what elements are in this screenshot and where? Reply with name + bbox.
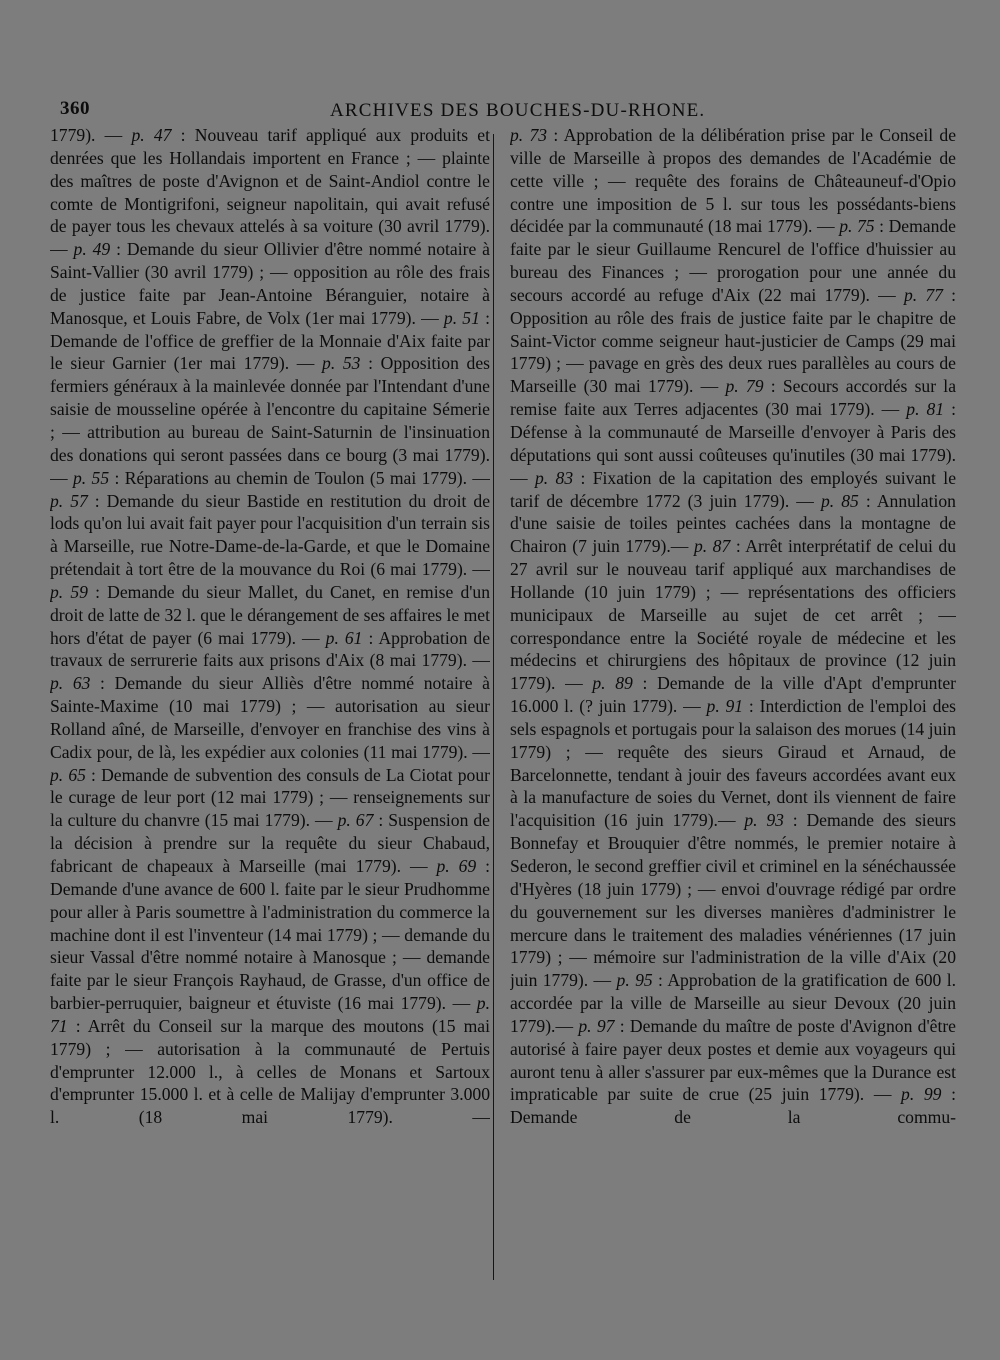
entry-text: : Annulation d'une saisie de toiles peintes cachées dans la montagne de Chairon (7 juin 1779).— — [510, 490, 956, 557]
entry-text: : Demande du maître de poste d'Avignon d'être autorisé à faire payer deux postes et demie aux voyageurs qui auront tenu à aller s'assurer par eux-mêmes que la Durance est impraticable par suite de crue (25 juin 1779). — — [510, 1015, 956, 1105]
left-column-text — [50, 124, 490, 1129]
page-ref: p. 91 — [706, 696, 744, 717]
page-ref: p. 97 — [578, 1015, 615, 1036]
entry-text: : Demande des sieurs Bonnefay et Brouquier d'être nommés, le premier notaire à Sederon, le second greffier civil et criminel en la sénéchaussée d'Hyères (18 juin 1779) ; — envoi d'ouvrage rédigé par ordre du gouvernement sur les diverses manières d'administrer le mercure dans le traitement des maladies vénériennes (17 juin 1779) ; — mémoire sur l'administration de la ville d'Aix (20 juin 1779). — — [510, 810, 956, 991]
entry-text: : Interdiction de l'emploi des sels espagnols et portugais pour la salaison des morues (14 juin 1779) ; — requête des sieurs Giraud et Arnaud, de Barcelonnette, tendant à jouir des faveurs accordées avant eux à la manufacture de soies du Vernet, dont ils viennent de faire l'acquisition (16 juin 1779).— — [510, 696, 956, 831]
right-column-text — [510, 124, 956, 1129]
running-title: ARCHIVES DES BOUCHES-DU-RHONE. — [330, 100, 706, 121]
page-ref: p. 83 — [534, 467, 574, 488]
entry-text: : Demande du sieur Mallet, du Canet, en remise d'un droit de latte de 32 l. que le dérangement de ses affaires le met hors d'état de payer (6 mai 1779). — — [50, 581, 490, 648]
entry-text: : Demande de subvention des consuls de La Ciotat pour le curage de leur port (12 mai 1779) ; — renseignements sur la culture du chanvre (15 mai 1779). — — [50, 764, 490, 831]
entry-text: : Demande de la commu- — [510, 1084, 956, 1128]
entry-text: : Demande de l'office de greffier de la Monnaie d'Aix faite par le sieur Garnier (1er mai 1779). — — [50, 307, 490, 374]
entry-text: : Défense à la communauté de Marseille d'envoyer à Paris des députations qui sont aussi coûteuses qu'inutiles (30 mai 1779). — — [510, 399, 956, 488]
page-ref: p. 61 — [325, 627, 363, 648]
page-ref: p. 51 — [443, 307, 480, 328]
page-ref: p. 55 — [72, 467, 110, 488]
page-ref: p. 99 — [901, 1084, 942, 1105]
left-column — [50, 124, 490, 1296]
page-ref: p. 73 — [510, 125, 548, 145]
page-ref: p. 79 — [725, 376, 764, 397]
page-ref: p. 95 — [616, 970, 653, 991]
page-ref: p. 71 — [50, 993, 490, 1036]
entry-text: : Demande de la ville d'Apt d'emprunter 16.000 l. (? juin 1779). — — [510, 673, 956, 717]
entry-text: : Secours accordés sur la remise faite aux Terres adjacentes (30 mai 1779). — — [510, 376, 956, 420]
entry-text: : Approbation de travaux de serrurerie faits aux prisons d'Aix (8 mai 1779). — — [50, 627, 490, 671]
entry-text: : Demande du sieur Bastide en restitution du droit de lods qu'on lui avait fait payer pour l'acquisition d'un terrain sis à Marseille, rue Notre-Dame-de-la-Garde, et que le Domaine prétendait à tort être de la mouvance du Roi (6 mai 1779). — — [50, 490, 490, 580]
entry-text: : Arrêt du Conseil sur la marque des moutons (15 mai 1779) ; — autorisation à la communauté de Pertuis d'emprunter 12.000 l., à celles de Monans et Sartoux d'emprunter 15.000 l. et à celle de Malijay d'emprunter 3.000 l. (18 mai 1779). — — [50, 1015, 490, 1128]
entry-text: : Opposition au rôle des frais de justice faite par le chapitre de Saint-Victor comme seigneur haut-justicier de Camps (29 mai 1779) ; — pavage en grès des deux rues parallèles au cours de Marseille (30 mai 1779). — — [510, 284, 956, 397]
entry-text: : Nouveau tarif appliqué aux produits et denrées que les Hollandais importent en France ; — plainte des maîtres de poste d'Avignon et de Saint-Andiol contre le comte de Montigrifoni, seigneur napolitain, qui avait refusé de payer tous les chevaux attelés à sa voiture (30 avril 1779).— — [50, 125, 490, 260]
page-ref: p. 59 — [50, 581, 88, 602]
entry-text: : Approbation de la gratification de 600 l. accordée par la ville de Marseille au sieur Devoux (20 juin 1779).— — [510, 970, 956, 1036]
entry-text: : Demande du sieur Ollivier d'être nommé notaire à Saint-Vallier (30 avril 1779) ; — opposition au rôle des frais de justice faite par Jean-Antoine Béranguier, notaire à Manosque, et Louis Fabre, de Volx (1er mai 1779). — — [50, 239, 490, 328]
page-ref: p. 89 — [592, 673, 633, 694]
entry-text: : Réparations au chemin de Toulon (5 mai 1779). — — [109, 467, 490, 488]
page-ref: p. 87 — [693, 536, 731, 557]
page-ref: p. 93 — [744, 810, 784, 831]
right-column — [510, 124, 956, 1296]
page-ref: p. 81 — [906, 399, 945, 420]
page-ref: p. 57 — [50, 490, 88, 511]
page-ref: p. 47 — [131, 125, 172, 145]
entry-text: : Approbation de la délibération prise par le Conseil de ville de Marseille à propos des demandes de l'Académie de cette ville ; — requête des forains de Châteauneuf-d'Opio contre une imposition de 5 l. sur tous les possédants-biens décidée par la communauté (18 mai 1779). — — [510, 125, 956, 237]
entry-text: : Suspension de la décision à prendre sur la requête du sieur Chabaud, fabricant de chapeaux à Marseille (mai 1779). — — [50, 810, 490, 876]
column-divider — [493, 134, 494, 1280]
entry-text: : Opposition des fermiers généraux à la mainlevée donnée par l'Intendant d'une saisie de mousseline opérée à l'encontre du capitaine Sémerie ; — attribution au bureau de Saint-Saturnin de l'insinuation des donations qui seront passées dans ce bourg (3 mai 1779). — — [50, 353, 490, 488]
entry-text: : Demande d'une avance de 600 l. faite par le sieur Prudhomme pour aller à Paris soumettre à l'administration du commerce la machine dont il est l'inventeur (14 mai 1779) ; — demande du sieur Vassal d'être nommé notaire à Manosque ; — demande faite par le sieur François Rayhaud, de Grasse, d'un office de barbier-perruquier, baigneur et étuviste (16 mai 1779). — — [50, 856, 490, 1014]
page-ref: p. 49 — [73, 239, 111, 260]
entry-text: : Demande du sieur Alliès d'être nommé notaire à Sainte-Maxime (10 mai 1779) ; — autorisation au sieur Rolland aîné, de Marseille, d'envoyer en franchise des vins à Cadix pour, de là, les expédier aux colonies (11 mai 1779). — — [50, 673, 490, 762]
entry-text: 1779). — — [50, 125, 132, 145]
entry-text: : Fixation de la capitation des employés suivant le tarif de décembre 1772 (3 juin 1779). — — [510, 467, 956, 511]
page-number: 360 — [60, 98, 90, 119]
page-ref: p. 53 — [322, 353, 361, 374]
page-ref: p. 75 — [839, 216, 875, 237]
page-ref: p. 63 — [50, 673, 91, 694]
page-ref: p. 85 — [820, 490, 859, 511]
page-ref: p. 77 — [903, 284, 943, 305]
page-ref: p. 65 — [50, 764, 86, 785]
entry-text: : Arrêt interprétatif de celui du 27 avril sur le nouveau tarif appliqué aux marchandises de Hollande (10 juin 1779) ; — représentations des officiers municipaux de Marseille au sujet de cet arrêt ; — correspondance entre la Société royale de médecine et les médecins et chirurgiens des hôpitaux de province (12 juin 1779). — — [510, 536, 956, 694]
entry-text: : Demande faite par le sieur Guillaume Rencurel de l'office d'huissier au bureau des Finances ; — prorogation pour une année du secours accordé au refuge d'Aix (22 mai 1779). — — [510, 216, 956, 305]
page-ref: p. 69 — [436, 856, 477, 876]
page-ref: p. 67 — [337, 810, 374, 831]
